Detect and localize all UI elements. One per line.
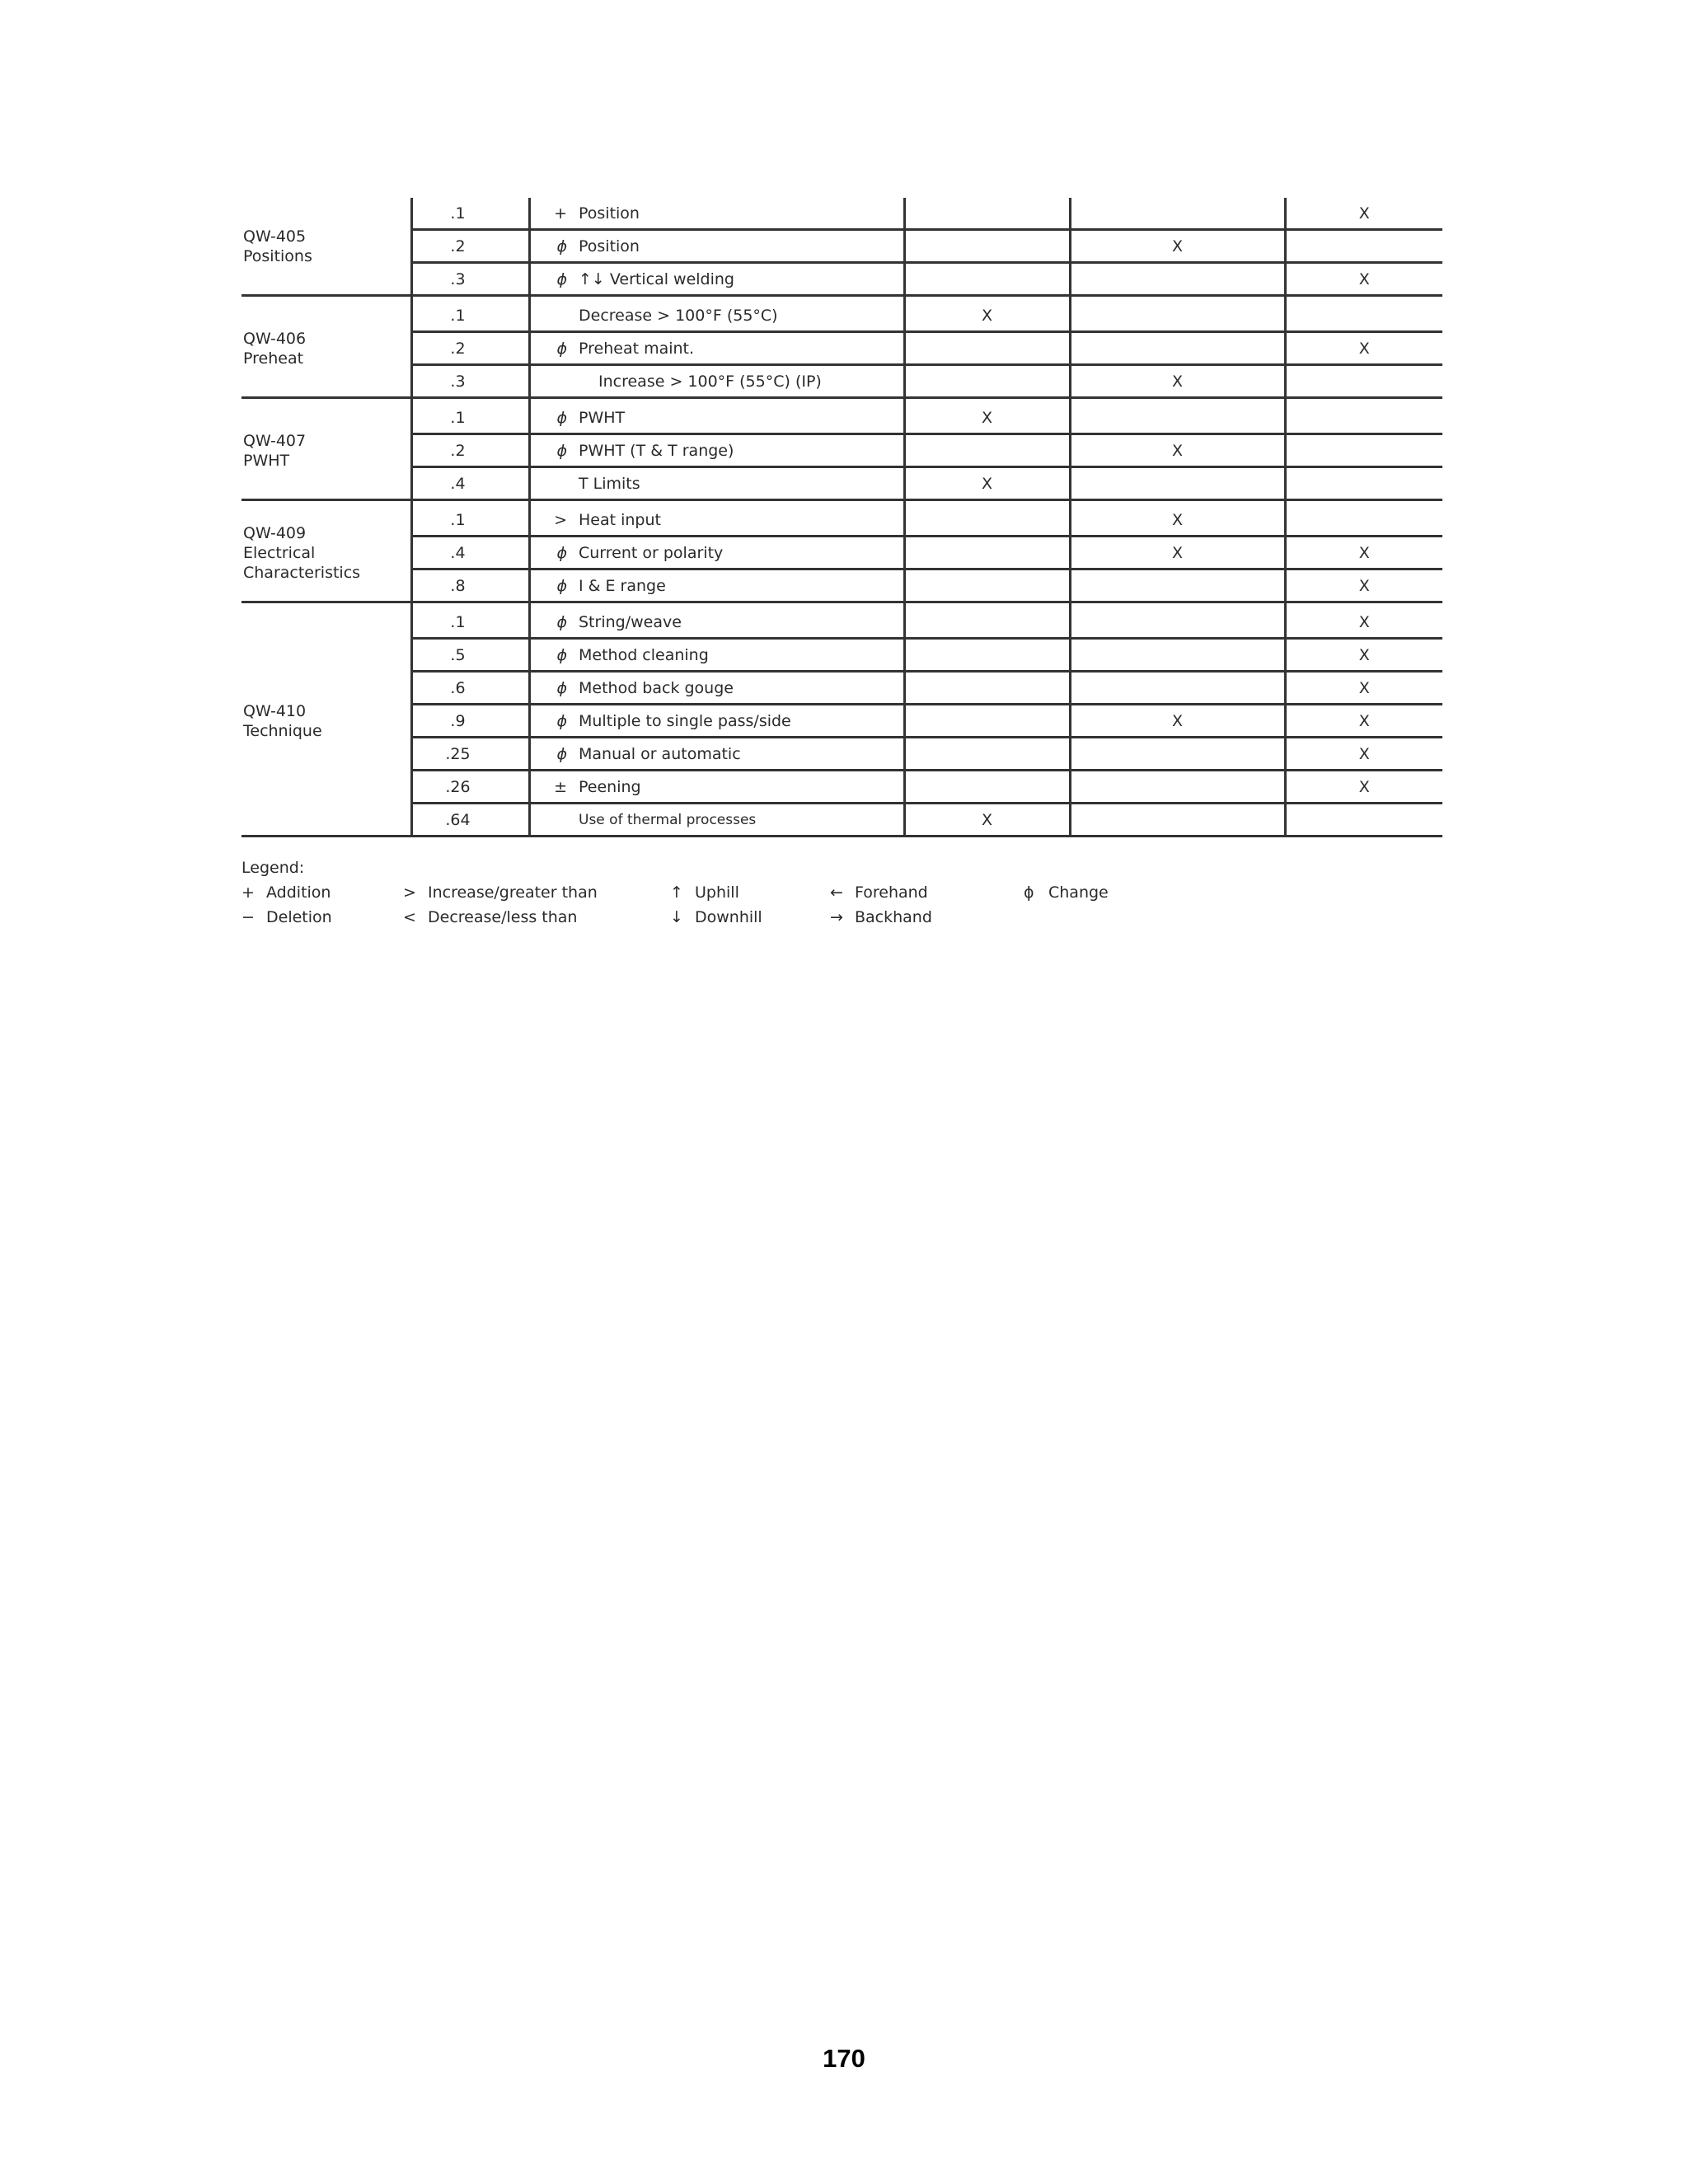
legend-symbol: ← <box>830 883 843 902</box>
mark-column-3: X <box>1285 771 1442 804</box>
group-label <box>241 198 411 296</box>
mark-column-2 <box>1070 467 1285 500</box>
group-name: Positions <box>243 246 312 265</box>
group-code: QW-405 <box>243 227 307 246</box>
group-label <box>241 402 411 500</box>
variable-description: Multiple to single pass/side <box>579 705 904 738</box>
mark-column-2 <box>1070 607 1285 639</box>
table-row <box>241 569 1442 602</box>
mark-column-1 <box>904 607 1070 639</box>
mark-column-2 <box>1070 771 1285 804</box>
paragraph-number: .9 <box>411 705 529 738</box>
mark-column-1 <box>904 705 1070 738</box>
paragraph-number: .2 <box>411 434 529 467</box>
mark-column-3: X <box>1285 332 1442 365</box>
table-row <box>241 738 1442 771</box>
legend-item <box>830 880 1024 905</box>
table-row <box>241 300 1442 332</box>
variable-description: Heat input <box>579 504 904 537</box>
table-row <box>241 365 1442 398</box>
legend-item <box>241 880 403 905</box>
paragraph-number: .6 <box>411 672 529 705</box>
variable-symbol: ϕ <box>529 537 579 569</box>
variable-symbol: ϕ <box>529 672 579 705</box>
variable-symbol: ϕ <box>529 569 579 602</box>
mark-column-2 <box>1070 332 1285 365</box>
variable-symbol: ϕ <box>529 230 579 263</box>
variable-symbol: ϕ <box>529 607 579 639</box>
mark-column-3 <box>1285 804 1442 837</box>
paragraph-number: .25 <box>411 738 529 771</box>
paragraph-number: .3 <box>411 263 529 296</box>
variable-description: String/weave <box>579 607 904 639</box>
variable-description: Decrease > 100°F (55°C) <box>579 300 904 332</box>
mark-column-3: X <box>1285 263 1442 296</box>
mark-column-1: X <box>904 402 1070 434</box>
variable-symbol: ϕ <box>529 332 579 365</box>
variable-description: Preheat maint. <box>579 332 904 365</box>
table-row <box>241 230 1442 263</box>
mark-column-1 <box>904 365 1070 398</box>
table-row <box>241 198 1442 230</box>
paragraph-number: .1 <box>411 607 529 639</box>
group-name: Electrical Characteristics <box>243 543 361 582</box>
mark-column-2: X <box>1070 230 1285 263</box>
paragraph-number: .4 <box>411 537 529 569</box>
mark-column-1 <box>904 639 1070 672</box>
legend-item <box>830 905 1024 930</box>
mark-column-3: X <box>1285 705 1442 738</box>
variable-symbol: ϕ <box>529 434 579 467</box>
mark-column-1 <box>904 263 1070 296</box>
variable-description: I & E range <box>579 569 904 602</box>
legend-symbol: ↓ <box>670 908 683 926</box>
variable-symbol: ϕ <box>529 639 579 672</box>
variable-symbol <box>529 804 579 837</box>
variable-description: Method cleaning <box>579 639 904 672</box>
variable-symbol <box>529 467 579 500</box>
paragraph-number: .64 <box>411 804 529 837</box>
paragraph-number: .26 <box>411 771 529 804</box>
variable-description: Manual or automatic <box>579 738 904 771</box>
legend-label: Uphill <box>695 883 739 902</box>
page-number: 170 <box>823 2044 865 2073</box>
paragraph-number: .4 <box>411 467 529 500</box>
paragraph-number: .5 <box>411 639 529 672</box>
mark-column-1 <box>904 504 1070 537</box>
mark-column-1 <box>904 434 1070 467</box>
variable-description: Position <box>579 198 904 230</box>
mark-column-2: X <box>1070 705 1285 738</box>
paragraph-number: .8 <box>411 569 529 602</box>
mark-column-3 <box>1285 467 1442 500</box>
variable-symbol: ϕ <box>529 705 579 738</box>
mark-column-3 <box>1285 365 1442 398</box>
variable-description: Increase > 100°F (55°C) (IP) <box>579 365 904 398</box>
mark-column-2: X <box>1070 537 1285 569</box>
group-code: QW-407 <box>243 431 307 450</box>
mark-column-2: X <box>1070 504 1285 537</box>
group-code: QW-409 <box>243 523 307 542</box>
group-name: Technique <box>243 721 322 740</box>
legend-symbol: ↑ <box>670 883 683 902</box>
mark-column-1 <box>904 332 1070 365</box>
variable-description: Peening <box>579 771 904 804</box>
table-row <box>241 705 1442 738</box>
table-row <box>241 771 1442 804</box>
mark-column-2 <box>1070 639 1285 672</box>
group-name: Preheat <box>243 349 304 368</box>
mark-column-1 <box>904 230 1070 263</box>
legend-label: Backhand <box>855 908 932 926</box>
variable-description: PWHT (T & T range) <box>579 434 904 467</box>
paragraph-number: .1 <box>411 504 529 537</box>
legend-symbol: − <box>241 908 255 926</box>
mark-column-3: X <box>1285 569 1442 602</box>
variable-description: T Limits <box>579 467 904 500</box>
variable-description: PWHT <box>579 402 904 434</box>
mark-column-2 <box>1070 402 1285 434</box>
legend-title: Legend: <box>241 859 305 877</box>
mark-column-1 <box>904 672 1070 705</box>
legend-item <box>670 905 830 930</box>
legend-grid <box>241 880 1313 930</box>
table-row <box>241 607 1442 639</box>
variable-description: Position <box>579 230 904 263</box>
variable-symbol: ϕ <box>529 738 579 771</box>
variables-table-container <box>241 198 1442 837</box>
paragraph-number: .1 <box>411 198 529 230</box>
mark-column-2 <box>1070 263 1285 296</box>
table-row <box>241 332 1442 365</box>
legend-symbol: ϕ <box>1024 883 1034 902</box>
table-row <box>241 804 1442 837</box>
mark-column-2 <box>1070 300 1285 332</box>
group-label <box>241 504 411 602</box>
mark-column-2 <box>1070 804 1285 837</box>
table-row <box>241 467 1442 500</box>
mark-column-2 <box>1070 672 1285 705</box>
mark-column-2: X <box>1070 365 1285 398</box>
mark-column-1: X <box>904 804 1070 837</box>
legend-symbol: > <box>403 883 416 902</box>
variable-symbol: ϕ <box>529 402 579 434</box>
variable-symbol <box>529 300 579 332</box>
variable-description: Method back gouge <box>579 672 904 705</box>
group-code: QW-406 <box>243 329 307 348</box>
legend-symbol: → <box>830 908 843 926</box>
mark-column-3: X <box>1285 607 1442 639</box>
legend-label: Change <box>1048 883 1109 902</box>
variable-description: Use of thermal processes <box>579 804 904 837</box>
legend-item <box>241 905 403 930</box>
mark-column-3: X <box>1285 672 1442 705</box>
mark-column-3 <box>1285 504 1442 537</box>
legend-label: Downhill <box>695 908 762 926</box>
mark-column-1: X <box>904 300 1070 332</box>
variable-description: Current or polarity <box>579 537 904 569</box>
group-label <box>241 607 411 837</box>
mark-column-3: X <box>1285 639 1442 672</box>
welding-variables-table <box>241 198 1442 837</box>
mark-column-2 <box>1070 198 1285 230</box>
table-row <box>241 402 1442 434</box>
mark-column-3: X <box>1285 198 1442 230</box>
legend-label: Forehand <box>855 883 928 902</box>
legend-label: Deletion <box>266 908 332 926</box>
mark-column-1 <box>904 569 1070 602</box>
mark-column-1 <box>904 771 1070 804</box>
table-row <box>241 263 1442 296</box>
table-row <box>241 537 1442 569</box>
mark-column-2 <box>1070 569 1285 602</box>
legend <box>241 855 1313 930</box>
legend-label: Decrease/less than <box>428 908 578 926</box>
variable-symbol: > <box>529 504 579 537</box>
table-row <box>241 672 1442 705</box>
variable-description: ↑↓ Vertical welding <box>579 263 904 296</box>
variable-symbol: + <box>529 198 579 230</box>
mark-column-3 <box>1285 230 1442 263</box>
mark-column-1: X <box>904 467 1070 500</box>
paragraph-number: .3 <box>411 365 529 398</box>
legend-item <box>1024 880 1189 905</box>
mark-column-1 <box>904 537 1070 569</box>
group-name: PWHT <box>243 451 290 470</box>
paragraph-number: .1 <box>411 300 529 332</box>
mark-column-1 <box>904 738 1070 771</box>
mark-column-3: X <box>1285 537 1442 569</box>
legend-label: Addition <box>266 883 331 902</box>
mark-column-3 <box>1285 402 1442 434</box>
mark-column-3 <box>1285 434 1442 467</box>
legend-symbol: < <box>403 908 416 926</box>
mark-column-1 <box>904 198 1070 230</box>
group-label <box>241 300 411 398</box>
mark-column-2: X <box>1070 434 1285 467</box>
paragraph-number: .2 <box>411 230 529 263</box>
table-row <box>241 434 1442 467</box>
table-body <box>241 198 1442 837</box>
variable-symbol <box>529 365 579 398</box>
group-code: QW-410 <box>243 701 307 720</box>
legend-item <box>403 905 670 930</box>
mark-column-3: X <box>1285 738 1442 771</box>
variable-symbol: ± <box>529 771 579 804</box>
table-row <box>241 504 1442 537</box>
legend-item <box>1024 905 1189 930</box>
paragraph-number: .2 <box>411 332 529 365</box>
legend-symbol: + <box>241 883 255 902</box>
paragraph-number: .1 <box>411 402 529 434</box>
legend-item <box>670 880 830 905</box>
table-row <box>241 639 1442 672</box>
mark-column-2 <box>1070 738 1285 771</box>
legend-item <box>403 880 670 905</box>
variable-symbol: ϕ <box>529 263 579 296</box>
mark-column-3 <box>1285 300 1442 332</box>
legend-label: Increase/greater than <box>428 883 598 902</box>
